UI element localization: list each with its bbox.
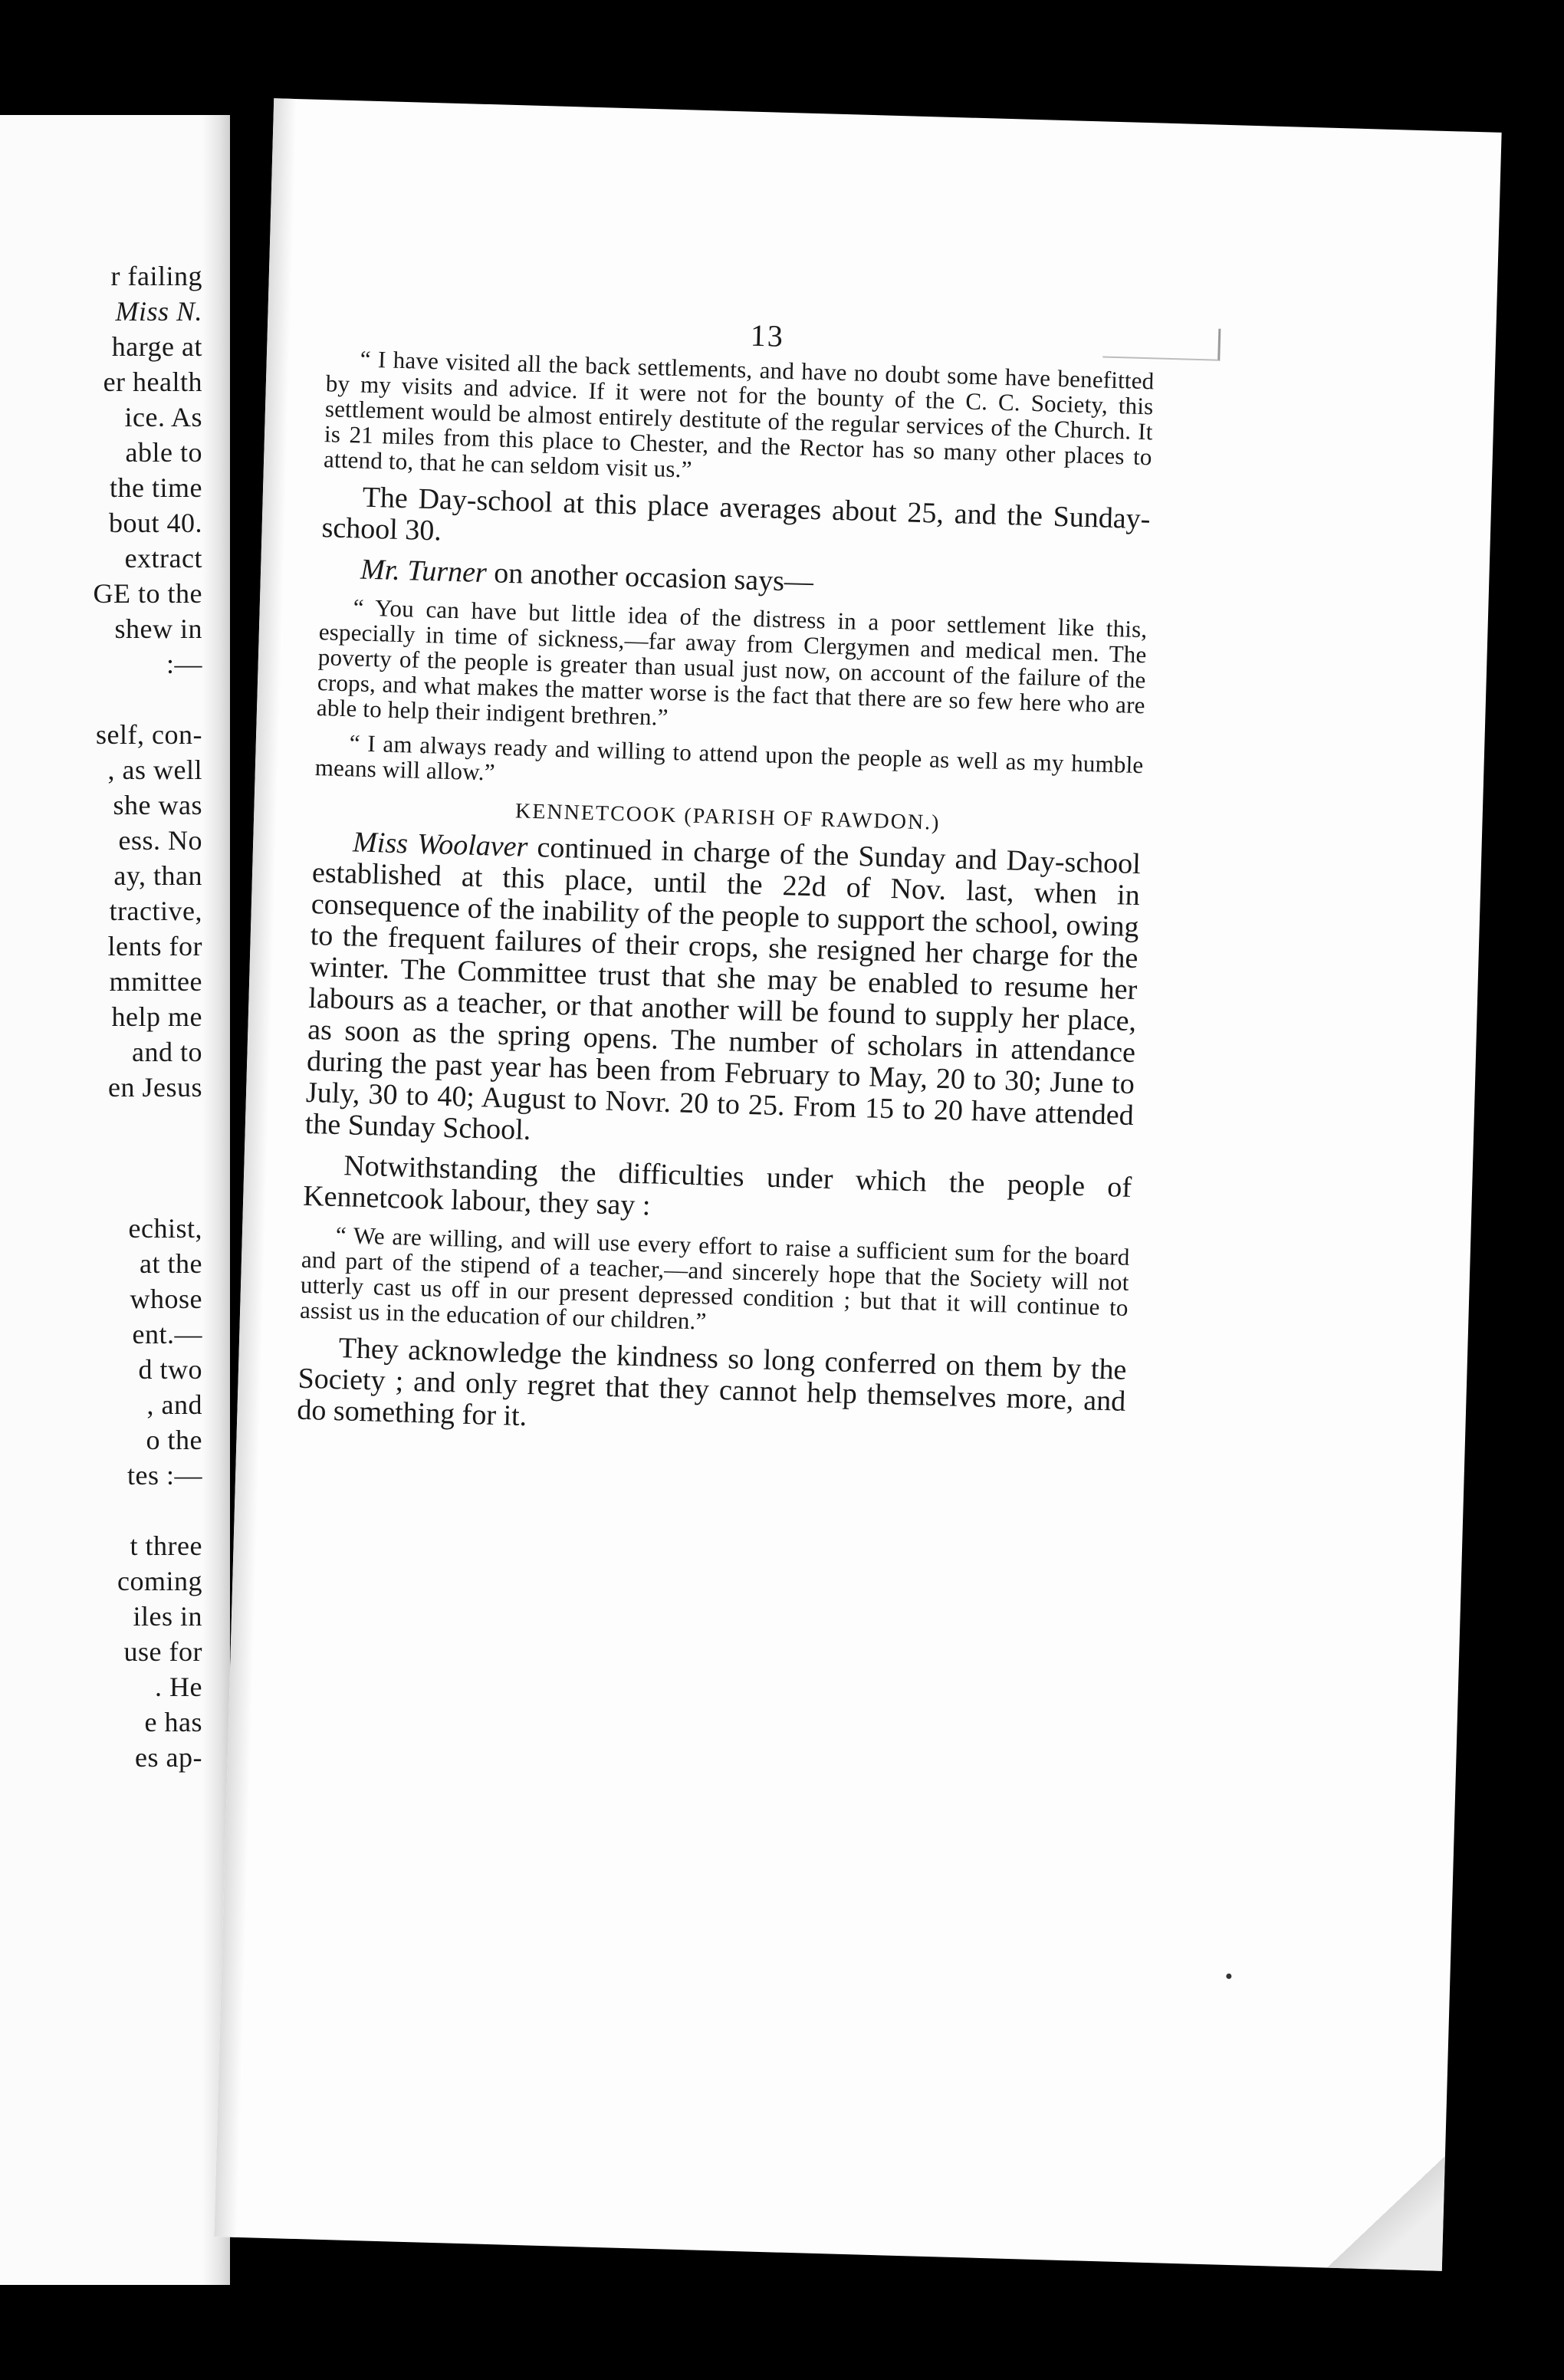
page-corner-fold	[1327, 2153, 1445, 2271]
corner-mark	[1102, 326, 1221, 361]
paragraph-miss-woolaver	[304, 826, 1141, 1163]
page-number: 13	[750, 317, 785, 353]
left-page-line: o the	[146, 1425, 202, 1455]
left-page-line: lents for	[107, 931, 202, 962]
left-page-line: . He	[155, 1672, 202, 1702]
name-miss-woolaver: Miss Woolaver	[352, 826, 528, 863]
left-page-line: t three	[130, 1530, 202, 1561]
left-page-line: self, con-	[96, 719, 202, 750]
paragraph-day-school: The Day-school at this place averages about 25, and the Sunday-school 30.	[321, 481, 1151, 547]
quote-back-settlements: “ I have visited all the back settlements, and have no doubt some have benefitted by my visits and advice. If it were not for the bounty of the C. C. Society, this settlement would be almost entirely destitute of the regular services of the Church. It is 21 miles from this place to Chester, and the Rector has so many other places to attend to, that he can seldom visit us.”	[323, 345, 1155, 483]
left-page-line: r failing	[110, 261, 202, 291]
left-page-line: Miss N.	[115, 296, 202, 327]
left-page-line: :—	[166, 649, 202, 679]
left-page-line: coming	[117, 1566, 202, 1596]
left-page-line: tractive,	[109, 896, 202, 926]
left-page-line: ice. As	[124, 402, 202, 432]
left-page-line: GE to the	[93, 578, 202, 609]
left-page-line: tes :—	[127, 1460, 202, 1491]
left-page-line: harge at	[111, 331, 202, 362]
left-page-line: , as well	[107, 754, 202, 785]
left-page-line: echist,	[128, 1213, 202, 1244]
quote-willing: “ I am always ready and willing to attend upon the people as well as my humble means will allow.”	[314, 729, 1144, 786]
left-page-line: she was	[113, 790, 202, 820]
left-page-line: mmittee	[109, 966, 202, 997]
paragraph-woolaver-rest: continued in charge of the Sunday and Day-school established at this place, until the 22d of Nov. last, when in consequence of the inability of the people to support the school, owing to the frequent failures of their crops, she resigned her charge for the winter. The Committee trust that she may be enabled to resume her labours as a teacher, or that another will be found to supply her place, as soon as the spring opens. The number of scholars in attendance during the past year has been from February to May, 20 to 30; June to July, 30 to 40; August to Novr. 20 to 25. From 15 to 20 have attended the Sunday School.	[304, 830, 1142, 1147]
left-page-line: bout 40.	[108, 508, 202, 538]
left-page-line: iles in	[133, 1601, 202, 1632]
left-page-line: shew in	[114, 613, 202, 644]
paragraph-turner-rest: on another occasion says—	[486, 557, 814, 599]
paragraph-notwithstanding: Notwithstanding the difficulties under which the people of Kennetcook labour, they say :	[302, 1149, 1132, 1222]
ink-speck	[1226, 1974, 1231, 1979]
left-page-line: help me	[111, 1001, 202, 1032]
left-page-line: and to	[132, 1037, 202, 1067]
left-page-line: at the	[140, 1248, 202, 1279]
paragraph-acknowledge: They acknowledge the kindness so long conferred on them by the Society ; and only regret that they cannot help themselves more, and do something for it.	[296, 1332, 1127, 1433]
left-page-line: d two	[138, 1354, 202, 1385]
left-page-line: ay, than	[113, 860, 202, 891]
section-heading-kennetcook: KENNETCOOK (PARISH OF RAWDON.)	[514, 799, 941, 835]
quote-we-are-willing: “ We are willing, and will use every effort to raise a sufficient sum for the board and part of the stipend of a teacher,—and sincerely hope that the Society will not utterly cast us off in our present depressed condition ; but that it will continue to assist us in the education of our children.”	[299, 1221, 1130, 1335]
left-page-line: ent.—	[132, 1319, 202, 1349]
left-page-line: whose	[130, 1284, 202, 1314]
left-page-line: e has	[144, 1707, 202, 1737]
right-page	[214, 98, 1501, 2271]
left-page-line: ess. No	[118, 825, 202, 856]
quote-distress: “ You can have but little idea of the distress in a poor settlement like this, especially in time of sickness,—far away from Clergymen and medical men. The poverty of the people is greater than usual just now, on account of the failure of the crops, and what makes the matter worse is the fact that there are so few here who are able to help their indigent brethren.”	[316, 593, 1148, 731]
left-page-line: , and	[146, 1389, 202, 1420]
left-page-fragment	[0, 115, 230, 2285]
left-page-line: es ap-	[135, 1742, 202, 1773]
left-page-line: extract	[124, 543, 202, 574]
left-page-line: the time	[110, 472, 202, 503]
left-page-line: able to	[125, 437, 202, 468]
page-text-column	[297, 345, 1155, 1458]
left-page-line: er health	[103, 367, 202, 397]
left-page-line: use for	[123, 1636, 202, 1667]
left-page-line: en Jesus	[108, 1072, 202, 1103]
name-mr-turner: Mr. Turner	[360, 553, 488, 590]
